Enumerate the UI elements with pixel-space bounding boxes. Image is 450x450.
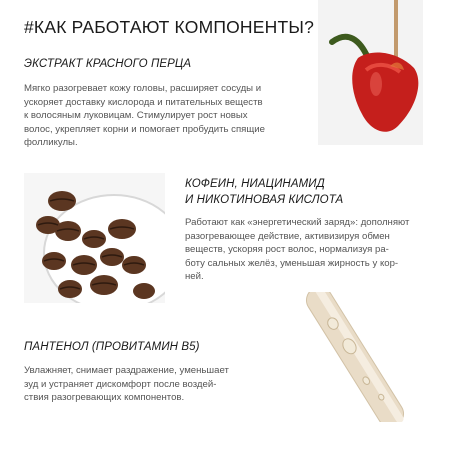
heading-line: КОФЕИН, НИАЦИНАМИД [185, 178, 325, 190]
red-pepper-image [318, 0, 423, 145]
text-line: волос, укрепляет корни и помогает пробудить спящие [24, 123, 265, 135]
text-line: Увлажняет, снимает раздражение, уменьшает [24, 365, 229, 376]
serum-pipette-image [285, 292, 425, 422]
text-line: фолликулы. [24, 137, 78, 149]
heading-line: И НИКОТИНОВАЯ КИСЛОТА [185, 194, 344, 206]
text-line: боту сальных желёз, уменьшая жирность у кор- [185, 257, 399, 269]
section-heading-red-pepper: ЭКСТРАКТ КРАСНОГО ПЕРЦА [24, 58, 192, 70]
text-line: к волосяным луковицам. Стимулирует рост новых [24, 110, 248, 122]
section-text-caffeine [185, 216, 430, 284]
text-line: Работают как «энергетический заряд»: дополняют [185, 217, 410, 228]
coffee-beans-image [24, 173, 165, 303]
text-line: разогревающее действие, активизируя обмен [185, 230, 390, 242]
section-text-red-pepper [24, 82, 306, 150]
page-title: #КАК РАБОТАЮТ КОМПОНЕНТЫ? [24, 17, 314, 37]
text-line: ней. [185, 271, 204, 283]
section-heading-caffeine [185, 176, 343, 208]
text-line: Мягко разогревает кожу головы, расширяет сосуды и [24, 83, 262, 94]
text-line: ускоряет доставку кислорода и питательных веществ [24, 96, 263, 108]
section-heading-panthenol: ПАНТЕНОЛ (ПРОВИТАМИН В5) [24, 341, 200, 353]
text-line: веществ, ускоряя рост волос, нормализуя ра- [185, 244, 389, 256]
section-text-panthenol [24, 364, 269, 405]
text-line: зуд и устраняет дискомфорт после воздей- [24, 378, 217, 390]
text-line: ствия разогревающих компонентов. [24, 392, 185, 404]
